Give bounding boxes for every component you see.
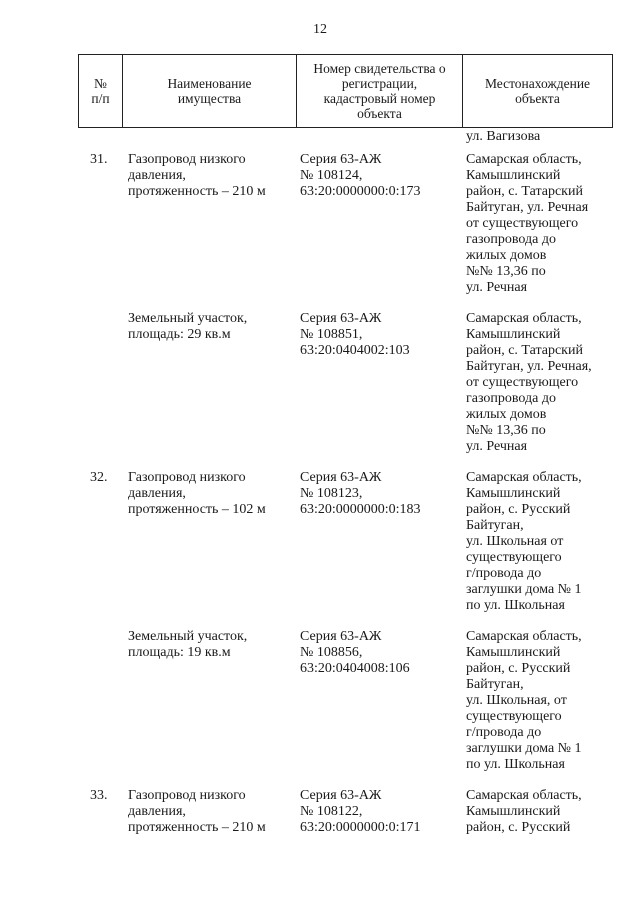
text-line: Камышлинский — [466, 486, 561, 501]
text-line: ул. Речная — [466, 280, 528, 295]
text-line: район, с. Русский — [466, 661, 571, 676]
text-line: Серия 63-АЖ — [300, 788, 382, 803]
row-registration — [300, 788, 460, 836]
text-line: Камышлинский — [466, 168, 561, 183]
text-line: № 108123, — [300, 486, 363, 501]
text-line: Самарская область, — [466, 311, 582, 326]
table-header — [78, 54, 613, 128]
text-line: г/провода до — [466, 566, 542, 581]
header-col-name: Наименование имущества — [123, 55, 297, 128]
text-line: район, с. Татарский — [466, 184, 583, 199]
text-line: заглушки дома № 1 — [466, 582, 582, 597]
text-line: Газопровод низкого — [128, 152, 246, 167]
row-registration — [300, 152, 460, 200]
header-col-location: Местонахождение объекта — [463, 55, 613, 128]
row-number — [90, 470, 108, 486]
text-line: Камышлинский — [466, 645, 561, 660]
text-line: Байтуган, ул. Речная, — [466, 359, 592, 374]
row-location — [466, 470, 616, 614]
row-registration — [300, 311, 460, 359]
text-line: 32. — [90, 470, 108, 485]
text-line: протяженность – 210 м — [128, 820, 266, 835]
text-line: Серия 63-АЖ — [300, 152, 382, 167]
text-line: Байтуган, — [466, 518, 524, 533]
text-line: жилых домов — [466, 248, 547, 263]
row-registration — [300, 629, 460, 677]
text-line: протяженность – 102 м — [128, 502, 266, 517]
header-col-registration: Номер свидетельства о регистрации, кадастровый номер объекта — [297, 55, 463, 128]
text-line: Самарская область, — [466, 152, 582, 167]
text-line: протяженность – 210 м — [128, 184, 266, 199]
text-line: Самарская область, — [466, 629, 582, 644]
text-line: Земельный участок, — [128, 629, 248, 644]
row-number — [90, 152, 108, 168]
text-line: ул. Речная — [466, 439, 528, 454]
text-line: существующего — [466, 550, 562, 565]
text-line: площадь: 29 кв.м — [128, 327, 231, 342]
text-line: от существующего — [466, 375, 579, 390]
row-location — [466, 152, 616, 296]
text-line: Байтуган, — [466, 677, 524, 692]
text-line: по ул. Школьная — [466, 598, 565, 613]
row-name — [128, 629, 293, 661]
text-line: 63:20:0404008:106 — [300, 661, 410, 676]
text-line: от существующего — [466, 216, 579, 231]
text-line: жилых домов — [466, 407, 547, 422]
text-line: №№ 13,36 по — [466, 423, 546, 438]
text-line: по ул. Школьная — [466, 757, 565, 772]
text-line: заглушки дома № 1 — [466, 741, 582, 756]
row-name — [128, 152, 293, 200]
carry-over-location: ул. Вагизова — [466, 129, 541, 144]
text-line: Камышлинский — [466, 327, 561, 342]
text-line: 63:20:0000000:0:183 — [300, 502, 421, 517]
text-line: Камышлинский — [466, 804, 561, 819]
text-line: Серия 63-АЖ — [300, 311, 382, 326]
row-registration — [300, 470, 460, 518]
row-location — [466, 311, 616, 455]
row-name — [128, 470, 293, 518]
text-line: 33. — [90, 788, 108, 803]
text-line: район, с. Русский — [466, 502, 571, 517]
text-line: район, с. Русский — [466, 820, 571, 835]
row-location — [466, 629, 616, 773]
text-line: Газопровод низкого — [128, 470, 246, 485]
text-line: газопровода до — [466, 232, 556, 247]
text-line: Серия 63-АЖ — [300, 470, 382, 485]
text-line: район, с. Татарский — [466, 343, 583, 358]
row-number — [90, 788, 108, 804]
row-location — [466, 788, 616, 836]
text-line: давления, — [128, 168, 186, 183]
text-line: г/провода до — [466, 725, 542, 740]
text-line: ул. Школьная от — [466, 534, 564, 549]
text-line: 63:20:0000000:0:173 — [300, 184, 421, 199]
text-line: № 108122, — [300, 804, 363, 819]
text-line: №№ 13,36 по — [466, 264, 546, 279]
text-line: давления, — [128, 804, 186, 819]
row-name — [128, 788, 293, 836]
text-line: газопровода до — [466, 391, 556, 406]
text-line: Байтуган, ул. Речная — [466, 200, 589, 215]
text-line: № 108124, — [300, 168, 363, 183]
row-name — [128, 311, 293, 343]
text-line: Земельный участок, — [128, 311, 248, 326]
text-line: Серия 63-АЖ — [300, 629, 382, 644]
text-line: площадь: 19 кв.м — [128, 645, 231, 660]
text-line: 63:20:0000000:0:171 — [300, 820, 421, 835]
text-line: № 108856, — [300, 645, 363, 660]
text-line: существующего — [466, 709, 562, 724]
text-line: ул. Школьная, от — [466, 693, 567, 708]
page-number: 12 — [313, 22, 327, 37]
text-line: Газопровод низкого — [128, 788, 246, 803]
text-line: 31. — [90, 152, 108, 167]
text-line: давления, — [128, 486, 186, 501]
text-line: Самарская область, — [466, 470, 582, 485]
text-line: № 108851, — [300, 327, 363, 342]
text-line: Самарская область, — [466, 788, 582, 803]
header-col-number: № п/п — [79, 55, 123, 128]
text-line: 63:20:0404002:103 — [300, 343, 410, 358]
